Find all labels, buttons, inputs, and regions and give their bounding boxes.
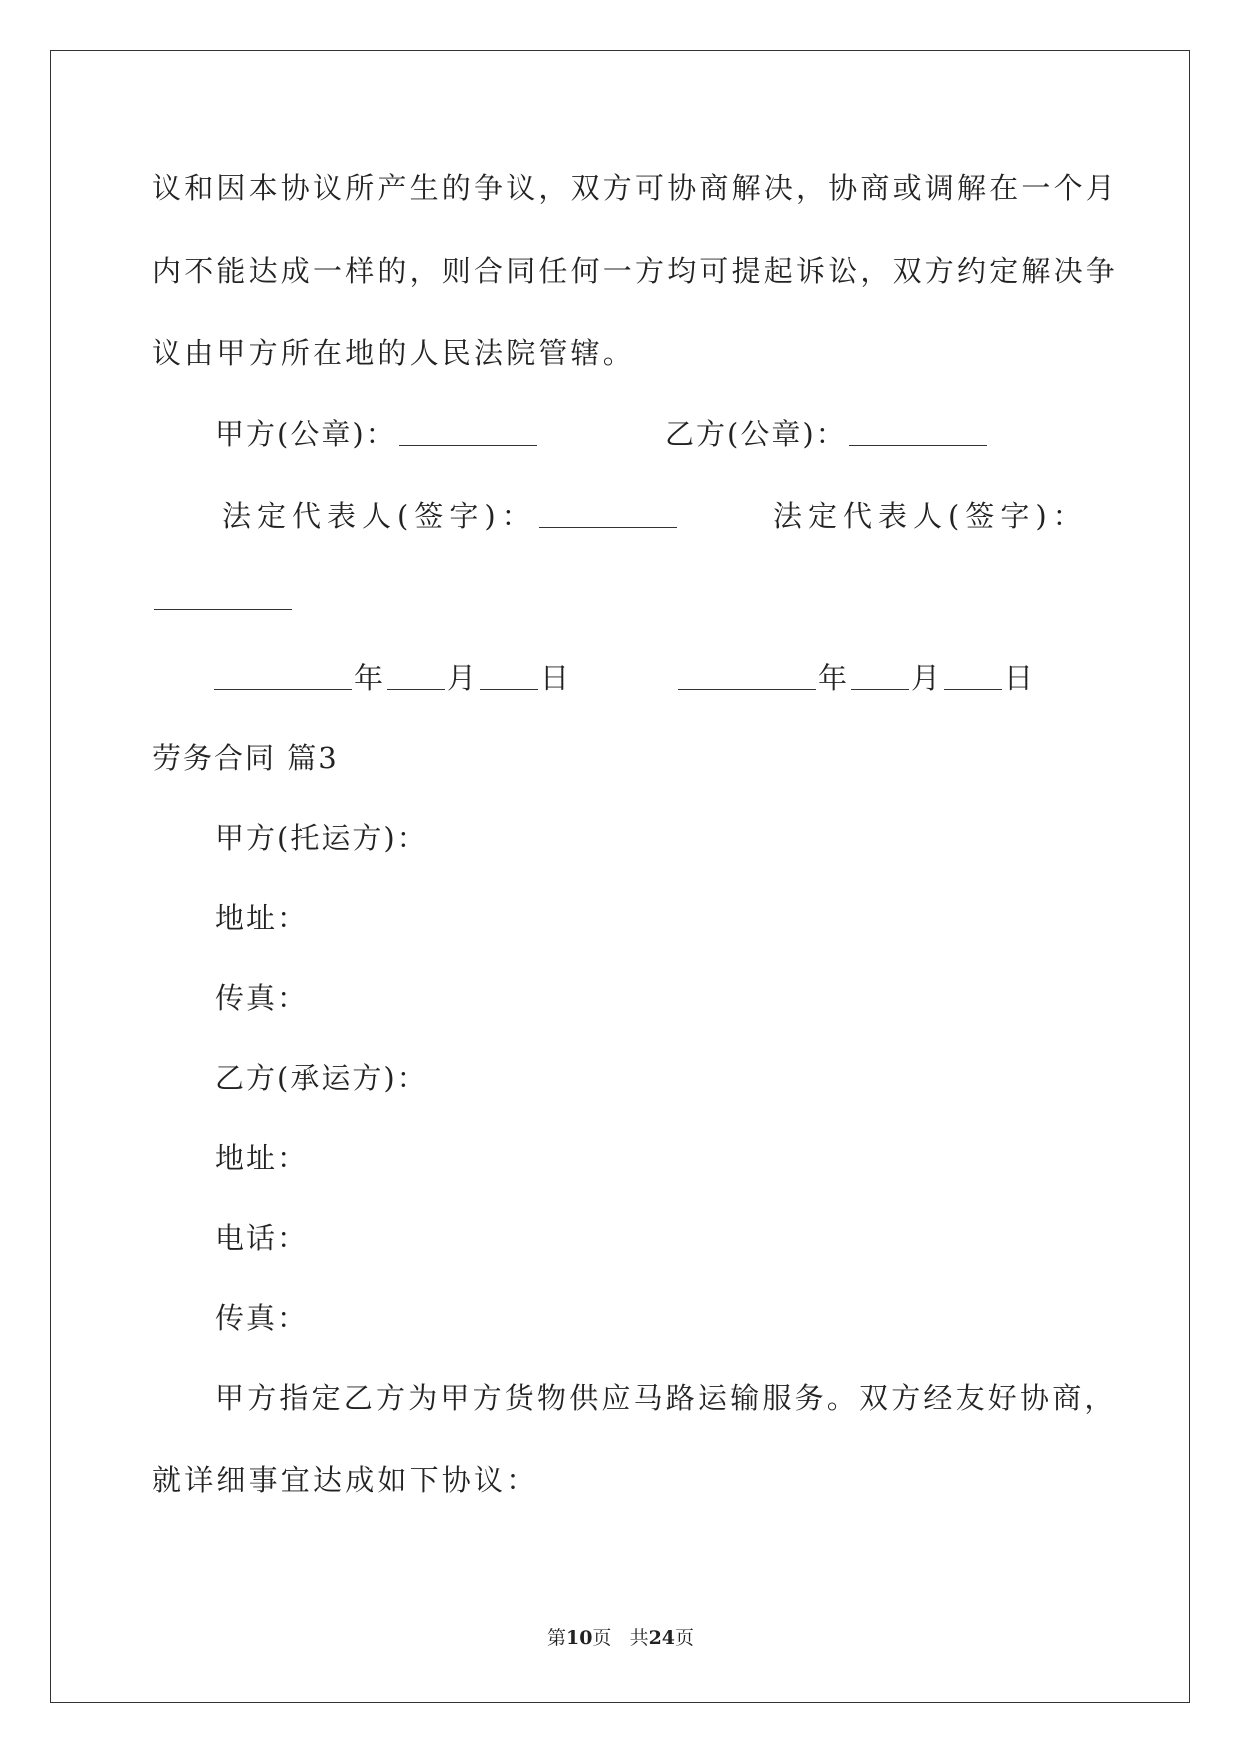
party-b-date-row [676, 658, 1035, 698]
party-a-day-blank[interactable] [480, 689, 538, 690]
party-b-seal-row [665, 414, 989, 454]
party-b-rep-label: 法定代表人(签字)： [773, 499, 1088, 533]
party-b-month-blank[interactable] [851, 689, 909, 690]
party-a-year-label: 年 [354, 661, 386, 695]
party-b-year-blank[interactable] [678, 689, 816, 690]
party-b-rep-blank-row [152, 578, 294, 618]
party-a-seal-label: 甲方(公章)： [215, 417, 397, 451]
section-title: 劳务合同 篇3 [152, 741, 339, 775]
party-a-address-field: 地址： [215, 901, 309, 935]
paragraph-line-3: 议由甲方所在地的人民法院管辖。 [152, 336, 636, 370]
footer-total-pages: 24 [648, 1627, 676, 1649]
party-a-seal-blank[interactable] [399, 445, 537, 446]
party-a-month-label: 月 [447, 661, 479, 695]
page-border [50, 50, 1190, 1703]
party-b-month-label: 月 [911, 661, 943, 695]
paragraph-line-2: 内不能达成一样的，则合同任何一方均可提起诉讼，双方约定解决争 [152, 254, 1119, 288]
party-b-rep-row [773, 496, 1088, 536]
party-a-month-blank[interactable] [387, 689, 445, 690]
party-a-fax-field: 传真： [215, 981, 309, 1015]
body-line-2: 就详细事宜达成如下协议： [152, 1463, 539, 1497]
party-b-field: 乙方(承运方)： [215, 1061, 428, 1095]
party-a-date-row [212, 658, 571, 698]
party-a-rep-row [222, 496, 679, 536]
paragraph-line-1: 议和因本协议所产生的争议，双方可协商解决，协商或调解在一个月 [152, 171, 1119, 205]
party-a-seal-row [215, 414, 539, 454]
party-b-seal-label: 乙方(公章)： [665, 417, 847, 451]
footer-page-number: 10 [565, 1627, 593, 1649]
party-b-fax-field: 传真： [215, 1301, 309, 1335]
party-b-year-label: 年 [818, 661, 850, 695]
party-a-rep-blank[interactable] [539, 527, 677, 528]
page-footer [0, 1626, 1241, 1650]
party-b-seal-blank[interactable] [849, 445, 987, 446]
footer-total-suffix: 页 [675, 1627, 695, 1649]
party-b-rep-blank[interactable] [154, 609, 292, 610]
party-a-year-blank[interactable] [214, 689, 352, 690]
party-b-day-label: 日 [1004, 661, 1036, 695]
body-line-1: 甲方指定乙方为甲方货物供应马路运输服务。双方经友好协商， [215, 1381, 1117, 1415]
footer-total-prefix: 共 [629, 1627, 649, 1649]
party-b-phone-field: 电话： [215, 1221, 309, 1255]
party-a-rep-label: 法定代表人(签字)： [222, 499, 537, 533]
party-b-address-field: 地址： [215, 1141, 309, 1175]
party-a-field: 甲方(托运方)： [215, 821, 428, 855]
footer-prefix: 第 [546, 1627, 566, 1649]
party-b-day-blank[interactable] [944, 689, 1002, 690]
party-a-day-label: 日 [540, 661, 572, 695]
footer-page-suffix: 页 [592, 1627, 612, 1649]
